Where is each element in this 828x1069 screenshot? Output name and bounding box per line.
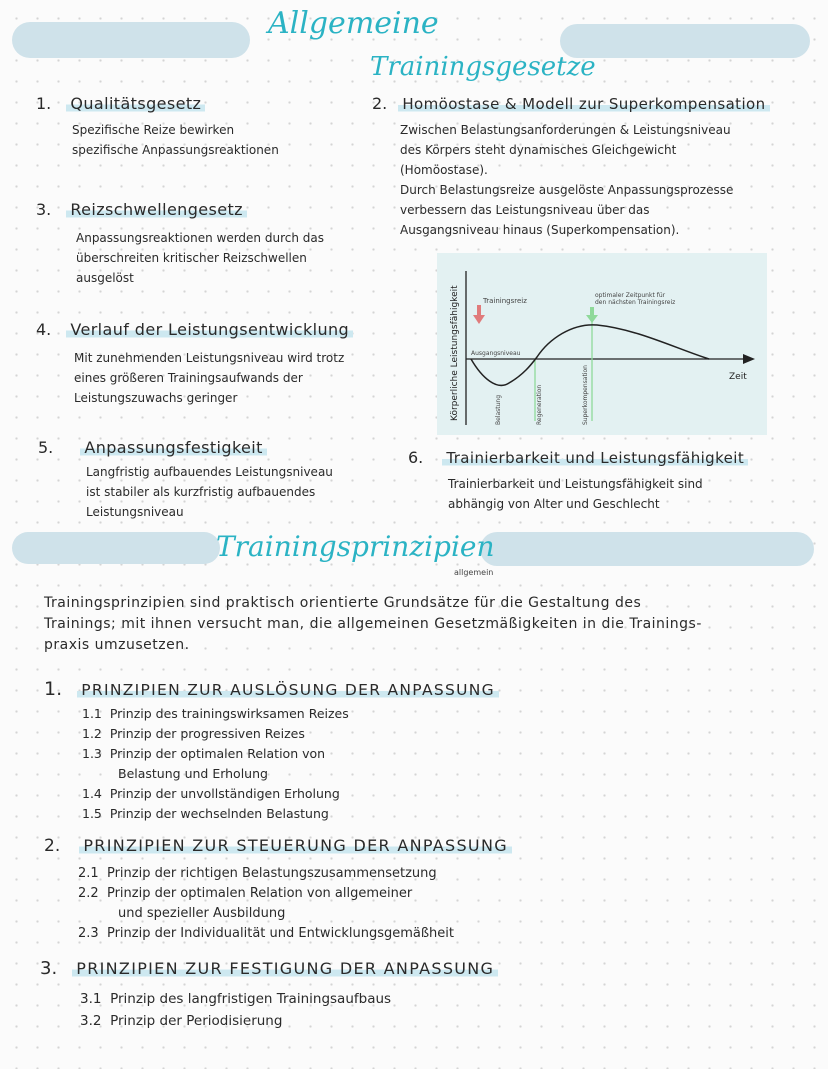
- law-3-text: [76, 228, 324, 288]
- principles-intro: [44, 593, 814, 656]
- law-3: [36, 200, 247, 219]
- law-line: Ausgangsniveau hinaus (Superkompensation).: [400, 223, 680, 237]
- law-6: [408, 448, 748, 467]
- header-decor-pill-right: [560, 24, 810, 58]
- law-line: Durch Belastungsreize ausgelöste Anpassungsprozesse: [400, 183, 734, 197]
- law-line: Zwischen Belastungsanforderungen & Leistungsniveau: [400, 123, 731, 137]
- law-title: Verlauf der Leistungsentwicklung: [66, 320, 353, 339]
- item-number: 2.3: [78, 926, 99, 941]
- law-5-text: [86, 462, 333, 522]
- principle-item: [82, 744, 349, 764]
- law-title: Qualitätsgesetz: [66, 94, 205, 113]
- law-title: Homöostase & Modell zur Superkompensation: [398, 95, 769, 113]
- law-5: [38, 438, 267, 457]
- law-number: 1.: [36, 94, 52, 113]
- item-text: Prinzip der unvollständigen Erholung: [109, 786, 340, 801]
- group-title: PRINZIPIEN ZUR FESTIGUNG DER ANPASSUNG: [72, 959, 498, 978]
- law-title: Anpassungsfestigkeit: [80, 438, 266, 457]
- item-number: 1.5: [82, 806, 102, 821]
- principle-item: [78, 864, 454, 884]
- item-text: Prinzip der optimalen Relation von allgemeiner: [106, 886, 413, 901]
- item-number: 1.4: [82, 786, 102, 801]
- principle-item: [82, 704, 349, 724]
- item-number: 1.2: [82, 726, 102, 741]
- section-decor-pill-right: [480, 532, 814, 566]
- item-number: 1.3: [82, 746, 102, 761]
- optimal-arrow-icon: [590, 307, 594, 316]
- law-line: eines größeren Trainingsaufwands der: [74, 371, 303, 385]
- law-number: 3.: [36, 200, 52, 219]
- item-text: Prinzip der Periodisierung: [110, 1013, 283, 1029]
- principle-group-3: [40, 958, 498, 979]
- intro-line: praxis umzusetzen.: [44, 637, 190, 653]
- trainingsreiz-arrow-icon: [477, 305, 481, 316]
- law-number: 6.: [408, 448, 424, 467]
- principle-item: [82, 784, 349, 804]
- law-number: 4.: [36, 320, 52, 339]
- law-line: (Homöostase).: [400, 163, 488, 177]
- superkompensation-diagram: [437, 253, 767, 435]
- label-optimal-line2: den nächsten Trainingsreiz: [595, 299, 676, 306]
- principles-title: Trainingsprinzipien: [216, 530, 495, 563]
- law-line: Leistungszuwachs geringer: [74, 391, 238, 405]
- law-6-text: [448, 474, 703, 514]
- label-regeneration: Regeneration: [536, 384, 543, 425]
- page-subtitle: Trainingsgesetze: [370, 52, 596, 82]
- x-axis-label: Zeit: [729, 372, 747, 382]
- item-number: 1.1: [82, 706, 102, 721]
- item-number: 2.1: [78, 866, 99, 881]
- diagram-background: [437, 253, 767, 435]
- item-text: Prinzip der wechselnden Belastung: [109, 806, 329, 821]
- item-text: Prinzip der progressiven Reizes: [109, 726, 305, 741]
- label-trainingsreiz: Trainingsreiz: [483, 297, 527, 305]
- principle-item: [80, 988, 391, 1010]
- law-2-text: [400, 120, 733, 240]
- principle-group-2-items: [78, 864, 454, 944]
- law-line: ist stabiler als kurzfristig aufbauendes: [86, 485, 316, 499]
- law-line: spezifische Anpassungsreaktionen: [72, 143, 279, 157]
- principle-group-1-items: [82, 704, 349, 824]
- law-line: Trainierbarkeit und Leistungsfähigkeit sind: [448, 477, 703, 491]
- y-axis-label: Körperliche Leistungsfähigkeit: [450, 285, 460, 421]
- law-line: Spezifische Reize bewirken: [72, 123, 235, 137]
- header-decor-pill-left: [12, 22, 250, 58]
- law-title: Trainierbarkeit und Leistungsfähigkeit: [442, 449, 748, 467]
- law-line: ausgelöst: [76, 271, 134, 285]
- item-number: 2.2: [78, 886, 99, 901]
- law-2: [372, 94, 770, 113]
- item-text: Prinzip des trainingswirksamen Reizes: [109, 706, 349, 721]
- law-line: Mit zunehmenden Leistungsniveau wird trotz: [74, 351, 345, 365]
- group-title: PRINZIPIEN ZUR AUSLÖSUNG DER ANPASSUNG: [77, 681, 499, 699]
- law-number: 5.: [38, 438, 54, 457]
- law-1-text: [72, 120, 279, 160]
- principle-item-cont: und spezieller Ausbildung: [118, 906, 286, 921]
- principle-group-2: [44, 836, 512, 856]
- group-number: 2.: [44, 836, 61, 856]
- law-title: Reizschwellengesetz: [66, 200, 247, 219]
- label-optimal-line1: optimaler Zeitpunkt für: [595, 292, 666, 299]
- group-title: PRINZIPIEN ZUR STEUERUNG DER ANPASSUNG: [79, 836, 512, 855]
- law-line: Leistungsniveau: [86, 505, 184, 519]
- principle-item: [78, 884, 454, 904]
- principles-note: allgemein: [454, 568, 494, 577]
- section-decor-pill-left: [12, 532, 220, 564]
- intro-line: Trainingsprinzipien sind praktisch orientierte Grundsätze für die Gestaltung des: [44, 595, 642, 611]
- law-line: des Körpers steht dynamisches Gleichgewicht: [400, 143, 677, 157]
- group-number: 3.: [40, 958, 58, 979]
- page-title: Allgemeine: [268, 6, 439, 41]
- label-superkompensation: Superkompensation: [582, 365, 589, 425]
- item-text: Prinzip der Individualität und Entwicklungsgemäßheit: [106, 926, 454, 941]
- intro-line: Trainings; mit ihnen versucht man, die allgemeinen Gesetzmäßigkeiten in die Trainings-: [44, 616, 702, 632]
- item-text: Prinzip der optimalen Relation von: [109, 746, 326, 761]
- law-4: [36, 320, 353, 339]
- principle-item-cont: Belastung und Erholung: [118, 766, 268, 781]
- principle-item: [82, 724, 349, 744]
- label-ausgangsniveau: Ausgangsniveau: [471, 350, 521, 357]
- law-line: Langfristig aufbauendes Leistungsniveau: [86, 465, 333, 479]
- law-line: Anpassungsreaktionen werden durch das: [76, 231, 324, 245]
- law-number: 2.: [372, 94, 388, 113]
- law-line: verbessern das Leistungsniveau über das: [400, 203, 650, 217]
- principle-item: [80, 1010, 391, 1032]
- item-text: Prinzip des langfristigen Trainingsaufbaus: [110, 991, 392, 1007]
- law-1: [36, 94, 205, 113]
- group-number: 1.: [44, 678, 63, 700]
- principle-group-1: [44, 678, 499, 700]
- principle-group-3-items: [80, 988, 391, 1032]
- principle-item: [78, 924, 454, 944]
- label-belastung: Belastung: [495, 394, 502, 425]
- item-text: Prinzip der richtigen Belastungszusammensetzung: [106, 866, 437, 881]
- law-4-text: [74, 348, 344, 408]
- item-number: 3.1: [80, 991, 102, 1007]
- item-number: 3.2: [80, 1013, 102, 1029]
- law-line: abhängig von Alter und Geschlecht: [448, 497, 660, 511]
- law-line: überschreiten kritischer Reizschwellen: [76, 251, 307, 265]
- principle-item: [82, 804, 349, 824]
